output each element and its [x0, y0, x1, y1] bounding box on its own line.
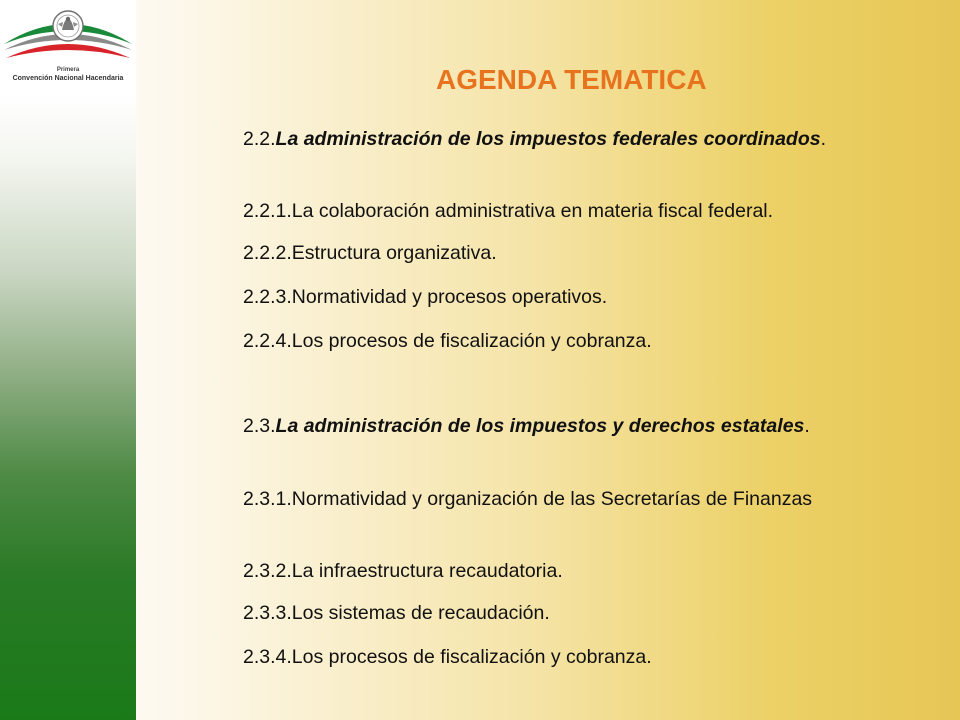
sidebar-gradient-panel	[0, 0, 136, 720]
agenda-item-2-2-2: 2.2.2.Estructura organizativa.	[243, 242, 497, 264]
agenda-item-2-2-3: 2.2.3.Normatividad y procesos operativos.	[243, 286, 608, 308]
logo-text-convention: Convención Nacional Hacendaria	[12, 75, 124, 82]
agenda-heading-2-3	[243, 413, 936, 439]
heading-suffix: .	[804, 415, 810, 437]
heading-number: 2.3.	[243, 415, 276, 437]
agenda-heading-2-2	[243, 126, 936, 152]
logo-emblem-icon	[0, 0, 136, 66]
heading-text: La administración de los impuestos y derechos estatales	[275, 415, 805, 437]
convention-logo	[0, 0, 136, 92]
heading-suffix: .	[820, 128, 827, 150]
agenda-item-2-3-3: 2.3.3.Los sistemas de recaudación.	[243, 602, 550, 624]
heading-text: La administración de los impuestos federales coordinados	[275, 128, 821, 150]
agenda-item-2-3-2: 2.3.2.La infraestructura recaudatoria.	[243, 560, 563, 582]
page-title: AGENDA TEMATICA	[436, 64, 707, 95]
agenda-item-2-3-4: 2.3.4.Los procesos de fiscalización y cobranza.	[243, 646, 652, 668]
agenda-item-2-3-1: 2.3.1.Normatividad y organización de las Secretarías de Finanzas	[243, 488, 813, 510]
agenda-item-2-2-1: 2.2.1.La colaboración administrativa en materia fiscal federal.	[243, 200, 774, 222]
logo-text-primera: Primera	[56, 67, 80, 73]
heading-number: 2.2.	[243, 128, 276, 150]
agenda-item-2-2-4: 2.2.4.Los procesos de fiscalización y cobranza.	[243, 330, 652, 352]
